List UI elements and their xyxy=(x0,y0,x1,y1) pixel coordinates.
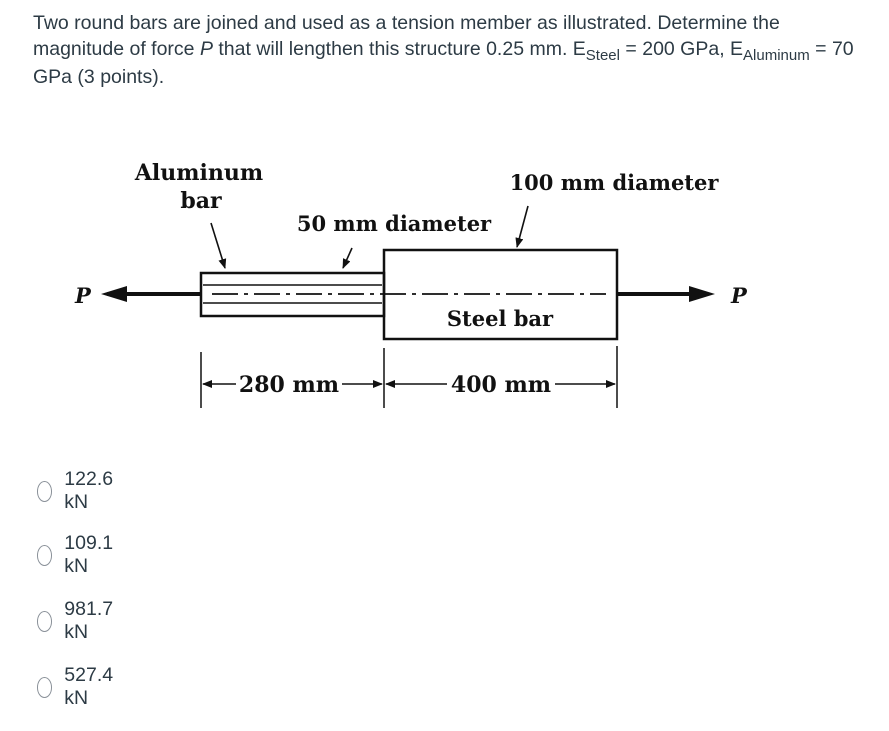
radio-button[interactable] xyxy=(37,481,52,502)
option-3[interactable] xyxy=(37,598,119,643)
option-label: 122.6 kN xyxy=(64,468,114,513)
radio-button[interactable] xyxy=(37,611,52,632)
large-diameter-leader-arrow xyxy=(517,206,528,247)
radio-button[interactable] xyxy=(37,677,52,698)
left-force-arrowhead xyxy=(101,286,127,302)
aluminum-subscript: Aluminum xyxy=(743,47,810,64)
aluminum-bar-label: Aluminum xyxy=(134,160,264,186)
question-part-2: that will lengthen this structure 0.25 mm. E xyxy=(212,38,586,60)
steel-subscript: Steel xyxy=(585,47,620,64)
question-part-3: = 200 GPa, E xyxy=(620,38,744,60)
small-diameter-label: 50 mm diameter xyxy=(296,211,492,236)
length-steel-label: 400 mm xyxy=(450,372,552,398)
force-left-label: P xyxy=(75,283,91,308)
small-diameter-leader-arrow xyxy=(343,248,352,268)
option-2[interactable] xyxy=(37,532,119,577)
question-part-1: Two round bars are joined and used as a tension member as illustrated. Determine the magnitude of force xyxy=(33,12,780,60)
option-label: 109.1 kN xyxy=(64,532,114,577)
option-1[interactable] xyxy=(37,468,119,513)
option-4[interactable] xyxy=(37,664,119,709)
radio-button[interactable] xyxy=(37,545,52,566)
steel-bar-label: Steel bar xyxy=(446,306,554,331)
force-variable: P xyxy=(199,38,213,60)
length-aluminum-label: 280 mm xyxy=(238,372,340,398)
question-part-4: = 70 GPa (3 points). xyxy=(33,38,854,88)
force-right-label: P xyxy=(731,283,747,308)
option-label: 981.7 kN xyxy=(64,598,114,643)
aluminum-bar-label-2: bar xyxy=(180,188,222,214)
aluminum-leader-arrow xyxy=(211,223,225,268)
right-force-arrowhead xyxy=(689,286,715,302)
large-diameter-label: 100 mm diameter xyxy=(509,170,719,195)
option-label: 527.4 kN xyxy=(64,664,114,709)
